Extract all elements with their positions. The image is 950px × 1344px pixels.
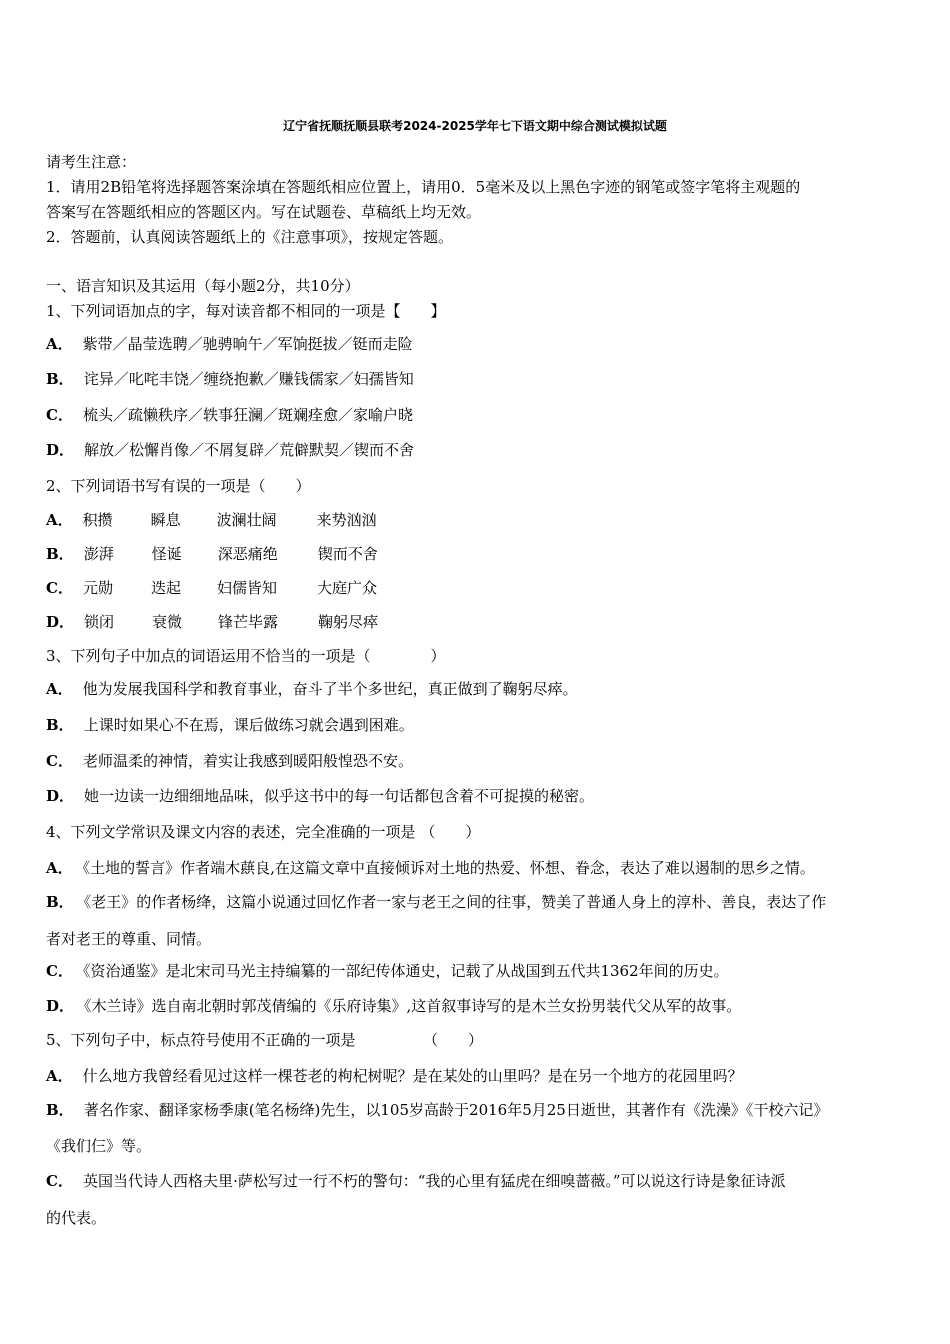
- question-3-option-d: [46, 784, 594, 808]
- question-4-option-b: [46, 890, 826, 914]
- question-4-option-a: [46, 856, 815, 880]
- question-3-option-a: [46, 677, 578, 701]
- option-word: 妇儒皆知: [216, 579, 277, 597]
- option-word: 怪诞: [151, 545, 182, 563]
- option-text: 她一边读一边细细地品味，似乎这书中的每一句话都包含着不可捉摸的秘密。: [84, 787, 595, 805]
- option-word: 澎湃: [83, 545, 114, 563]
- option-text: 著名作家、翻译家杨季康(笔名杨绛)先生，以105岁高龄于2016年5月25日逝世，其著作有《洗澡》《干校六记》: [83, 1101, 829, 1119]
- option-word: 深恶痛绝: [217, 545, 278, 563]
- option-text: 紫带／晶莹选聘／驰骋晌午／军饷挺拔／铤而走险: [82, 335, 413, 353]
- question-2-option-c: [46, 576, 377, 600]
- option-text: 上课时如果心不在焉，课后做练习就会遇到困难。: [83, 716, 414, 734]
- question-1-option-b: [46, 367, 414, 391]
- question-3-option-b: [46, 713, 414, 737]
- option-label: B．: [46, 1101, 74, 1119]
- question-1-option-c: [46, 403, 413, 427]
- question-4-option-d: [46, 994, 741, 1018]
- question-4-stem: 4、下列文学常识及课文内容的表述，完全准确的一项是 （ ）: [46, 823, 481, 841]
- question-5-option-c: [46, 1169, 786, 1193]
- option-word: 来势汹汹: [316, 511, 377, 529]
- option-text: 诧异／叱咤丰饶／缠绕抱歉／赚钱儒家／妇孺皆知: [83, 370, 414, 388]
- notice-item-1-line-1: 1．请用2B铅笔将选择题答案涂填在答题纸相应位置上，请用0．5毫米及以上黑色字迹的钢笔或签字笔将主观题的: [46, 178, 801, 196]
- option-label: B．: [46, 716, 74, 734]
- option-label: D．: [46, 997, 75, 1015]
- option-text: 什么地方我曾经看见过这样一棵苍老的枸杞树呢？是在某处的山里吗？是在另一个地方的花园里吗？: [82, 1067, 743, 1085]
- option-label: C．: [46, 579, 73, 597]
- option-text: 《木兰诗》选自南北朝时郭茂倩编的《乐府诗集》,这首叙事诗写的是木兰女扮男装代父从军的故事。: [84, 997, 742, 1015]
- option-text: 《土地的誓言》作者端木蕻良,在这篇文章中直接倾诉对土地的热爱、怀想、眷念，表达了难以遏制的思乡之情。: [82, 859, 815, 877]
- option-word: 锋芒毕露: [218, 613, 279, 631]
- page-title: 辽宁省抚顺抚顺县联考2024-2025学年七下语文期中综合测试模拟试题: [283, 119, 667, 133]
- option-text: 《资治通鉴》是北宋司马光主持编纂的一部纪传体通史，记载了从战国到五代共1362年间的历史。: [82, 962, 729, 980]
- option-text: 他为发展我国科学和教育事业，奋斗了半个多世纪，真正做到了鞠躬尽瘁。: [82, 680, 578, 698]
- question-3-option-c: [46, 749, 413, 773]
- option-word: 迭起: [150, 579, 181, 597]
- option-label: B．: [46, 545, 74, 563]
- option-word: 锁闭: [84, 613, 115, 631]
- question-2-option-a: [46, 508, 377, 532]
- option-label: D．: [46, 613, 75, 631]
- question-2-option-b: [46, 542, 378, 566]
- section-heading: 一、语言知识及其运用（每小题2分，共10分）: [46, 277, 360, 295]
- option-word: 鞠躬尽瘁: [318, 613, 379, 631]
- option-word: 元勋: [82, 579, 113, 597]
- question-5-option-b: [46, 1098, 828, 1122]
- option-label: C．: [46, 406, 73, 424]
- notice-item-2: 2．答题前，认真阅读答题纸上的《注意事项》，按规定答题。: [46, 228, 454, 246]
- notice-heading: 请考生注意：: [46, 153, 137, 171]
- question-5-option-a: [46, 1064, 743, 1088]
- option-word: 积攒: [82, 511, 113, 529]
- option-text: 梳头／疏懒秩序／轶事狂澜／斑斓痊愈／家喻户晓: [82, 406, 413, 424]
- option-text: 《老王》的作者杨绛，这篇小说通过回忆作者一家与老王之间的往事，赞美了普通人身上的淳朴、善良，表达了作: [83, 893, 827, 911]
- option-label: A．: [46, 335, 73, 353]
- option-label: A．: [46, 1067, 73, 1085]
- question-5-stem: 5、下列句子中，标点符号使用不正确的一项是 （ ）: [46, 1031, 484, 1049]
- option-label: D．: [46, 787, 75, 805]
- option-label: C．: [46, 752, 73, 770]
- question-4-option-c: [46, 959, 729, 983]
- option-label: A．: [46, 859, 73, 877]
- option-text: 解放／松懈肖像／不屑复辟／荒僻默契／锲而不舍: [84, 441, 415, 459]
- option-word: 大庭广众: [316, 579, 377, 597]
- option-word: 锲而不舍: [317, 545, 378, 563]
- notice-item-1-line-2: 答案写在答题纸相应的答题区内。写在试题卷、草稿纸上均无效。: [46, 203, 482, 221]
- option-label: B．: [46, 893, 74, 911]
- option-label: D．: [46, 441, 75, 459]
- option-label: B．: [46, 370, 74, 388]
- option-text: 老师温柔的神情，着实让我感到暖阳般惶恐不安。: [82, 752, 413, 770]
- option-label: A．: [46, 511, 73, 529]
- option-word: 波澜壮阔: [216, 511, 277, 529]
- question-1-option-d: [46, 438, 414, 462]
- question-5-option-c-continued: 的代表。: [46, 1209, 107, 1227]
- question-3-stem: 3、下列句子中加点的词语运用不恰当的一项是（ ）: [46, 647, 446, 665]
- option-word: 瞬息: [150, 511, 181, 529]
- question-1-stem: 1、下列词语加点的字，每对读音都不相同的一项是【 】: [46, 302, 446, 320]
- question-4-option-b-continued: 者对老王的尊重、同情。: [46, 930, 212, 948]
- question-2-option-d: [46, 610, 378, 634]
- option-label: C．: [46, 1172, 73, 1190]
- question-1-option-a: [46, 332, 413, 356]
- question-2-stem: 2、下列词语书写有误的一项是（ ）: [46, 477, 311, 495]
- option-label: C．: [46, 962, 73, 980]
- option-text: 英国当代诗人西格夫里·萨松写过一行不朽的警句：“我的心里有猛虎在细嗅蔷薇。”可以说这行诗是象征诗派: [82, 1172, 786, 1190]
- option-word: 衰微: [152, 613, 183, 631]
- option-label: A．: [46, 680, 73, 698]
- question-5-option-b-continued: 《我们仨》等。: [46, 1137, 152, 1155]
